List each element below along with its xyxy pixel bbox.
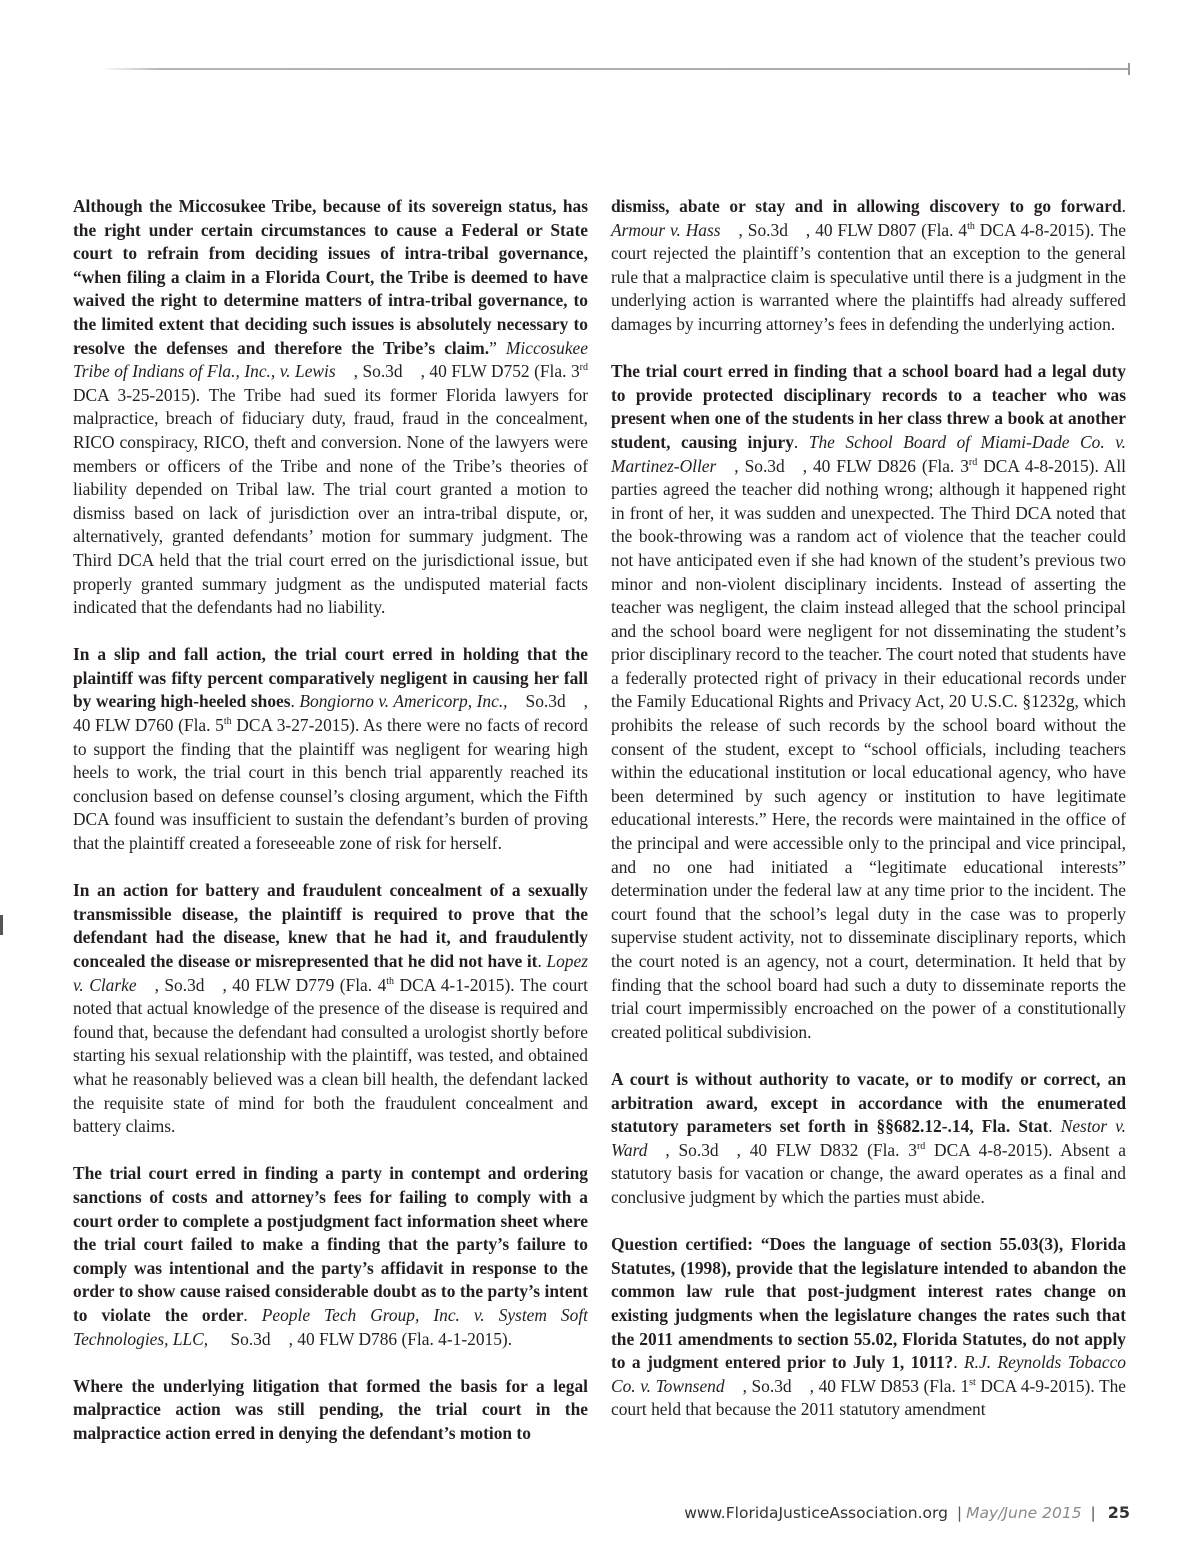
- footer-issue-date: May/June 2015: [966, 1504, 1082, 1522]
- right-column: [611, 195, 1126, 1445]
- summary-text: DCA 4-9-2015). The court held that because the 2011 statutory amendment: [611, 1375, 1126, 1420]
- holding-text: Question certified: “Does the language of section 55.03(3), Florida Statutes, (1998), provide that the legislature intended to abandon the common law rule that post-judgment interest rates change on existing judgments when the legislature changes the rates such that the 2011 amendments to section 55.02, Florida Statutes, do not apply to a judgment entered prior to July 1, 1011?: [611, 1234, 1126, 1373]
- holding-text: The trial court erred in finding a party in contempt and ordering sanctions of costs and attorney’s fees for failing to comply with a court order to complete a postjudgment fact information sheet where the trial court failed to make a finding that the party’s failure to comply was intentional and the party’s affidavit in response to the order to show cause raised considerable doubt as to the party’s intent to violate the order: [73, 1163, 588, 1325]
- case-summary-armour-start: [73, 1375, 588, 1446]
- page-footer: [600, 1503, 1130, 1522]
- summary-text: DCA 4-8-2015). Absent a statutory basis for vacation or change, the award operates as a final and conclusive judgment by which the parties must abide.: [611, 1139, 1126, 1207]
- margin-mark: [0, 915, 3, 935]
- holding-text: Where the underlying litigation that formed the basis for a legal malpractice action was still pending, the trial court in the malpractice action erred in denying the defendant’s motion to: [73, 1375, 588, 1443]
- footer-separator: |: [1090, 1504, 1096, 1522]
- case-name: Bongiorno v. Americorp, Inc.,: [299, 691, 508, 712]
- summary-text: DCA 4-1-2015). The court noted that actual knowledge of the presence of the disease is required and found that, because the defendant had consulted a urologist shortly before starting his sexual relationship with the plaintiff, was tested, and obtained what he reasonably believed was a clean bill health, the defendant lacked the requisite state of mind for both the fraudulent concealment and battery claims.: [73, 974, 588, 1137]
- holding-text: In a slip and fall action, the trial court erred in holding that the plaintiff was fifty percent comparatively negligent in causing her fall by wearing high-heeled shoes: [73, 644, 588, 712]
- case-summary-people-tech: The trial court erred in finding a party in contempt and ordering sanctions of costs and attorney’s fees for failing to comply with a court order to complete a postjudgment fact information sheet where the trial court failed to make a finding that the party’s failure to comply was intentional and the party’s affidavit in response to the order to show cause raised considerable doubt as to the party’s intent to violate the order. People Tech Group, Inc. v. System Soft Technologies, LLC, So.3d , 40 FLW D786 (Fla. 4-1-2015).: [73, 1163, 588, 1349]
- case-name: The School Board of Miami-Dade Co. v. Martinez-Oller: [611, 431, 1126, 476]
- case-summary-school-board: The trial court erred in finding that a school board had a legal duty to provide protected disciplinary records to a teacher who was present when one of the students in her class threw a book at another student, causing injury. The School Board of Miami-Dade Co. v. Martinez-Oller , So.3d , 40 FLW D826 (Fla. 3rd DCA 4-8-2015). All parties agreed the teacher did nothing wrong; although it happened right in front of her, it was sudden and unexpected. The Third DCA noted that the book-throwing was a random act of violence that the teacher could not have anticipated even if she had known of the student’s previous two minor and non-violent disciplinary incidents. Instead of asserting the teacher was negligent, the claim instead alleged that the school principal and the school board were negligent for not disseminating the student’s prior disciplinary record to the teacher. The court noted that students have a federally protected right of privacy in their educational records under the Family Educational Rights and Privacy Act, 20 U.S.C. §1232g, which prohibits the release of such records by the school board without the consent of the student, except to “school officials, including teachers within the educational institution or local educational agency, who have been determined by such agency or institution to have legitimate educational interests.” Here, the records were maintained in the office of the principal and were accessible only to the principal and vice principal, and no one had initiated a “legitimate educational interests” determination under the federal law at any time prior to the incident. The court found that the school’s legal duty in the case was to properly supervise student activity, not to disseminate disciplinary reports, which the court noted is an agency, not a court, determination. It held that by finding that the school board had such a duty to disseminate reports the trial court impermissibly encroached on the power of a constitutionally created political subdivision.: [611, 361, 1126, 1042]
- summary-text: DCA 4-8-2015). The court rejected the plaintiff’s contention that an exception to the general rule that a malpractice claim is speculative until there is a judgment in the underlying action is warranted where the plaintiffs had already suffered damages by incurring attorney’s fees in defending the underlying action.: [611, 219, 1127, 334]
- case-name: People Tech Group, Inc. v. System Soft Technologies, LLC,: [73, 1304, 588, 1349]
- holding-text: A court is without authority to vacate, or to modify or correct, an arbitration award, except in accordance with the enumerated statutory parameters set forth in §§682.12-.14, Fla. Stat: [611, 1068, 1126, 1137]
- holding-text: Although the Miccosukee Tribe, because of its sovereign status, has the right under certain circumstances to cause a Federal or State court to refrain from deciding issues of intra-tribal governance, “when filing a claim in a Florida Court, the Tribe is deemed to have waived the right to determine matters of intra-tribal governance, to the limited extent that deciding such issues is absolutely necessary to resolve the defenses and therefore the Tribe’s claim.: [73, 196, 588, 358]
- case-summary-bongiorno: In a slip and fall action, the trial court erred in holding that the plaintiff was fifty percent comparatively negligent in causing her fall by wearing high-heeled shoes. Bongiorno v. Americorp, Inc., So.3d , 40 FLW D760 (Fla. 5th DCA 3-27-2015). As there were no facts of record to support the finding that the plaintiff was negligent for wearing high heels to work, the trial court in this bench trial apparently reached its conclusion based on defense counsel’s closing argument, which the Fifth DCA found was insufficient to sustain the defendant’s burden of proving that the plaintiff created a foreseeable zone of risk for herself.: [73, 644, 589, 854]
- case-name: Miccosukee Tribe of Indians of Fla., Inc., v. Lewis: [73, 337, 588, 382]
- case-summary-armour-cont: dismiss, abate or stay and in allowing discovery to go forward. Armour v. Hass , So.3d , 40 FLW D807 (Fla. 4th DCA 4-8-2015). The court rejected the plaintiff’s contention that an exception to the general rule that a malpractice claim is speculative until there is a judgment in the underlying action is warranted where the plaintiffs had already suffered damages by incurring attorney’s fees in defending the underlying action.: [611, 196, 1127, 334]
- holding-text: dismiss, abate or stay and in allowing discovery to go forward: [611, 196, 1122, 216]
- header-rule: [100, 68, 1130, 70]
- page-number: 25: [1107, 1503, 1130, 1522]
- case-summary-lopez: In an action for battery and fraudulent concealment of a sexually transmissible disease, the plaintiff is required to prove that the defendant had the disease, knew that he had it, and fraudulently concealed the disease or misrepresented that he did not have it. Lopez v. Clarke , So.3d , 40 FLW D779 (Fla. 4th DCA 4-1-2015). The court noted that actual knowledge of the presence of the disease is required and found that, because the defendant had consulted a urologist shortly before starting his sexual relationship with the plaintiff, was tested, and obtained what he reasonably believed was a clean bill health, the defendant lacked the requisite state of mind for both the fraudulent concealment and battery claims.: [73, 880, 588, 1137]
- case-name: Lopez v. Clarke: [73, 951, 588, 995]
- case-summary-nestor: A court is without authority to vacate, or to modify or correct, an arbitration award, except in accordance with the enumerated statutory parameters set forth in §§682.12-.14, Fla. Stat. Nestor v. Ward , So.3d , 40 FLW D832 (Fla. 3rd DCA 4-8-2015). Absent a statutory basis for vacation or change, the award operates as a final and conclusive judgment by which the parties must abide.: [611, 1068, 1126, 1207]
- case-summary-miccosukee: Although the Miccosukee Tribe, because of its sovereign status, has the right under certain circumstances to cause a Federal or State court to refrain from deciding issues of intra-tribal governance, “when filing a claim in a Florida Court, the Tribe is deemed to have waived the right to determine matters of intra-tribal governance, to the limited extent that deciding such issues is absolutely necessary to resolve the defenses and therefore the Tribe’s claim.” Miccosukee Tribe of Indians of Fla., Inc., v. Lewis , So.3d , 40 FLW D752 (Fla. 3rd DCA 3-25-2015). The Tribe had sued its former Florida lawyers for malpractice, breach of fiduciary duty, fraud, fraud in the concealment, RICO conspiracy, RICO, theft and conversion. None of the lawyers were members or officers of the Tribe and none of the Tribe’s theories of liability depended on Tribal law. The trial court granted a motion to dismiss based on lack of jurisdiction over an intra-tribal dispute, or, alternatively, granted defendants’ motion for summary judgment. The Third DCA held that the trial court erred on the jurisdictional issue, but properly granted summary judgment as the undisputed material facts indicated that the defendants had no liability.: [73, 196, 588, 618]
- footer-website: www.FloridaJusticeAssociation.org: [684, 1504, 948, 1522]
- holding-text: The trial court erred in finding that a school board had a legal duty to provide protected disciplinary records to a teacher who was present when one of the students in her class threw a book at another student, causing injury: [611, 361, 1126, 452]
- summary-text: DCA 3-25-2015). The Tribe had sued its former Florida lawyers for malpractice, breach of fiduciary duty, fraud, fraud in the concealment, RICO conspiracy, RICO, theft and conversion. None of the lawyers were members or officers of the Tribe and none of the Tribe’s theories of liability depended on Tribal law. The trial court granted a motion to dismiss based on lack of jurisdiction over an intra-tribal dispute, or, alternatively, granted defendants’ motion for summary judgment. The Third DCA held that the trial court erred on the jurisdictional issue, but properly granted summary judgment as the undisputed material facts indicated that the defendants had no liability.: [73, 384, 588, 618]
- summary-text: DCA 4-8-2015). All parties agreed the teacher did nothing wrong; although it happened right in front of her, it was sudden and unexpected. The Third DCA noted that the book-throwing was a random act of violence that the teacher could not have anticipated even if she had known of the student’s previous two minor and non-violent disciplinary incidents. Instead of asserting the teacher was negligent, the claim instead alleged that the school principal and the school board were negligent for not disseminating the student’s prior disciplinary record to the teacher. The court noted that students have a federally protected right of privacy in their educational records under the Family Educational Rights and Privacy Act, 20 U.S.C. §1232g, which prohibits the release of such records by the school board without the consent of the student, except to “school officials, including teachers within the educational institution or local educational agency, who have been determined by such agency or institution to have legitimate educational interests.” Here, the records were maintained in the office of the principal and were accessible only to the principal and vice principal, and no one had initiated a “legitimate educational interests” determination under the federal law at any time prior to the incident. The court found that the school’s legal duty in the case was to properly supervise student activity, not to disseminate disciplinary reports, which the court noted is an agency, not a court, determination. It held that by finding that the school board had such a duty to disseminate reports the trial court impermissibly encroached on the power of a constitutionally created political subdivision.: [611, 455, 1126, 1042]
- left-column: [73, 195, 588, 1469]
- case-name: Armour v. Hass: [611, 219, 721, 240]
- case-name: R.J. Reynolds Tobacco Co. v. Townsend: [611, 1352, 1126, 1396]
- summary-text: DCA 3-27-2015). As there were no facts of record to support the finding that the plaintiff was negligent for wearing high heels to work, the trial court in this bench trial apparently reached its conclusion based on defense counsel’s closing argument, which the Fifth DCA found was insufficient to sustain the defendant’s burden of proving that the plaintiff created a foreseeable zone of risk for herself.: [73, 715, 588, 854]
- header-rule-cap: [1128, 63, 1130, 75]
- holding-text: In an action for battery and fraudulent concealment of a sexually transmissible disease, the plaintiff is required to prove that the defendant had the disease, knew that he had it, and fraudulently concealed the disease or misrepresented that he did not have it: [73, 880, 588, 971]
- case-summary-reynolds: Question certified: “Does the language of section 55.03(3), Florida Statutes, (1998), provide that the legislature intended to abandon the common law rule that post-judgment interest rates change on existing judgments when the legislature changes the rates such that the 2011 amendments to section 55.02, Florida Statutes, do not apply to a judgment entered prior to July 1, 1011?. R.J. Reynolds Tobacco Co. v. Townsend , So.3d , 40 FLW D853 (Fla. 1st DCA 4-9-2015). The court held that because the 2011 statutory amendment: [611, 1234, 1126, 1420]
- footer-separator: |: [956, 1504, 963, 1522]
- case-name: Nestor v. Ward: [611, 1116, 1126, 1160]
